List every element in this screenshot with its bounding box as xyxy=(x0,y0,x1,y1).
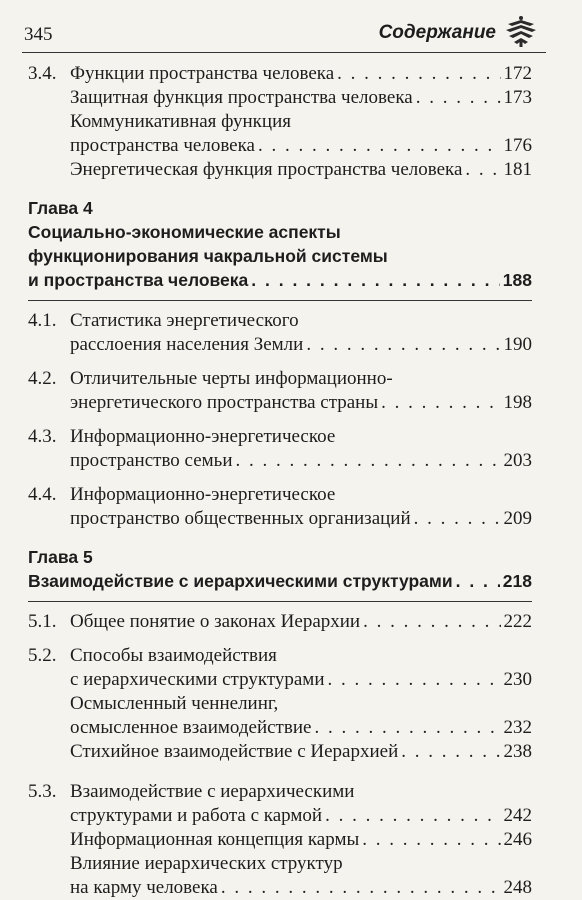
entry-title: Энергетическая функция пространства человека xyxy=(70,159,463,180)
entry-title: Информационно-энергетическое xyxy=(70,426,336,447)
page-ref: 218 xyxy=(502,571,532,591)
section-number: 5.3. xyxy=(28,781,57,802)
chapter-title: Социально-экономические аспекты xyxy=(28,222,341,242)
entry-title: расслоения населения Земли xyxy=(70,334,304,355)
page-ref: 209 xyxy=(503,508,532,529)
dot-leader xyxy=(258,134,501,158)
section-number: 4.2. xyxy=(28,368,57,389)
dot-leader xyxy=(337,62,500,86)
chapter-4 xyxy=(28,196,532,301)
dot-leader xyxy=(236,449,501,473)
entry-title: осмысленное взаимодействие xyxy=(70,717,312,738)
entry-title: Отличительные черты информационно- xyxy=(70,368,393,389)
page-ref: 181 xyxy=(503,159,532,180)
page-ref: 238 xyxy=(503,741,532,762)
toc-entry[interactable] xyxy=(28,158,532,182)
dot-leader xyxy=(328,668,501,692)
entry-title: структурами и работа с кармой xyxy=(70,805,323,826)
toc-entry[interactable] xyxy=(28,668,532,692)
ornament-icon xyxy=(502,14,540,48)
dot-leader xyxy=(456,569,500,593)
entry-title: Информационная концепция кармы xyxy=(70,829,360,850)
page-ref: 173 xyxy=(503,87,532,108)
section-number: 5.1. xyxy=(28,611,57,632)
page-ref: 248 xyxy=(503,877,532,898)
entry-title: на карму человека xyxy=(70,877,218,898)
entry-title: пространство семьи xyxy=(70,450,233,471)
page-ref: 172 xyxy=(503,63,532,84)
entry-title: Осмысленный ченнелинг, xyxy=(70,693,279,714)
toc-entry-line xyxy=(28,110,532,134)
page-header xyxy=(22,10,546,53)
chapter-title: функционирования чакральной системы xyxy=(28,246,388,266)
toc-entry[interactable] xyxy=(28,740,532,764)
dot-leader xyxy=(381,391,500,415)
chapter-5 xyxy=(28,545,532,602)
dot-leader xyxy=(221,876,501,900)
section-number: 4.1. xyxy=(28,310,57,331)
page-ref: 198 xyxy=(503,392,532,413)
dot-leader xyxy=(325,804,500,828)
toc-entry[interactable] xyxy=(28,507,532,531)
toc-entry[interactable] xyxy=(28,828,532,852)
page-ref: 246 xyxy=(503,829,532,850)
entry-title: Коммуникативная функция xyxy=(70,111,291,132)
entry-title: Взаимодействие с иерархическими xyxy=(70,781,355,802)
toc-entry[interactable] xyxy=(28,268,532,292)
toc-entry[interactable] xyxy=(28,569,532,593)
entry-title: пространства человека xyxy=(70,135,255,156)
toc-entry[interactable] xyxy=(28,876,532,900)
dot-leader xyxy=(465,158,500,182)
section-number: 4.4. xyxy=(28,484,57,505)
toc-entry[interactable] xyxy=(28,391,532,415)
dot-leader xyxy=(414,507,501,531)
entry-title: Влияние иерархических структур xyxy=(70,853,343,874)
entry-title: с иерархическими структурами xyxy=(70,669,325,690)
section-title: Содержание xyxy=(378,22,496,43)
toc-entry[interactable] xyxy=(28,86,532,110)
entry-title: Информационно-энергетическое xyxy=(70,484,336,505)
page-ref: 176 xyxy=(503,135,532,156)
section-number: 3.4. xyxy=(28,63,57,84)
entry-title: Стихийное взаимодействие с Иерархией xyxy=(70,741,399,762)
entry-title: Способы взаимодействия xyxy=(70,645,277,666)
section-number: 4.3. xyxy=(28,426,57,447)
toc-entry[interactable] xyxy=(28,62,532,86)
page-ref: 190 xyxy=(503,334,532,355)
toc-entry[interactable] xyxy=(28,449,532,473)
chapter-label: Глава 5 xyxy=(28,547,93,567)
toc-entry[interactable] xyxy=(28,134,532,158)
toc-entry[interactable] xyxy=(28,804,532,828)
entry-title: Статистика энергетического xyxy=(70,310,299,331)
toc-entry[interactable] xyxy=(28,333,532,357)
entry-title: Общее понятие о законах Иерархии xyxy=(70,611,361,632)
dot-leader xyxy=(416,86,501,110)
page-ref: 232 xyxy=(503,717,532,738)
page-ref: 242 xyxy=(503,805,532,826)
page-ref: 230 xyxy=(503,669,532,690)
entry-title: пространство общественных организаций xyxy=(70,508,411,529)
section-number: 5.2. xyxy=(28,645,57,666)
entry-title: энергетического пространства страны xyxy=(70,392,379,413)
page-ref: 203 xyxy=(503,450,532,471)
dot-leader xyxy=(362,828,500,852)
dot-leader xyxy=(363,610,500,634)
entry-title: Защитная функция пространства человека xyxy=(70,87,413,108)
dot-leader xyxy=(401,740,500,764)
dot-leader xyxy=(314,716,500,740)
chapter-title: Взаимодействие с иерархическими структурами xyxy=(28,571,453,591)
chapter-label: Глава 4 xyxy=(28,198,93,218)
chapter-title: и пространства человека xyxy=(28,270,249,290)
entry-title: Функции пространства человека xyxy=(70,63,335,84)
table-of-contents xyxy=(28,62,532,900)
page-ref: 188 xyxy=(502,270,532,290)
toc-entry[interactable] xyxy=(28,610,532,634)
page-number: 345 xyxy=(24,24,53,45)
dot-leader xyxy=(251,268,500,292)
toc-entry[interactable] xyxy=(28,716,532,740)
dot-leader xyxy=(306,333,500,357)
page-ref: 222 xyxy=(503,611,532,632)
